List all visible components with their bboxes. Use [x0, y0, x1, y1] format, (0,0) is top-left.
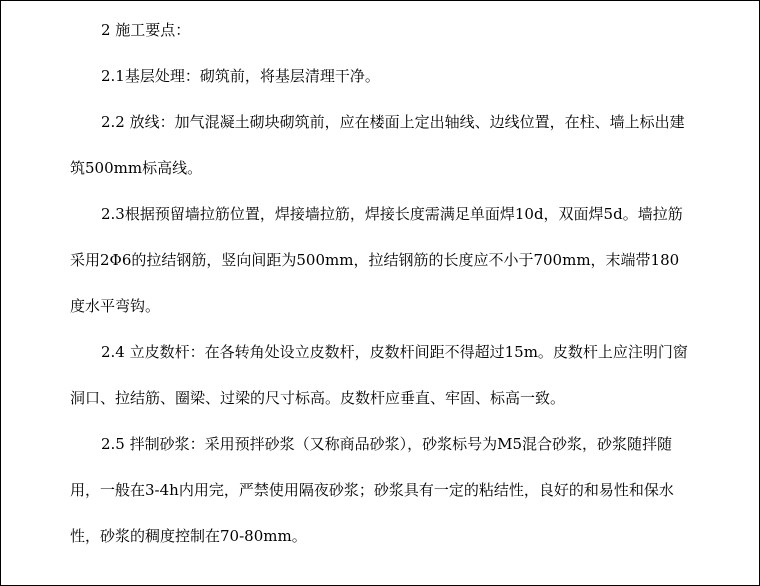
paragraph-mixing-mortar: 2.5 拌制砂浆：采用预拌砂浆（又称商品砂浆），砂浆标号为M5混合砂浆，砂浆随拌随用，一般在3-4h内用完，严禁使用隔夜砂浆；砂浆具有一定的粘结性，良好的和易性和保水性，砂浆的稠度控制在70-80mm。 [70, 435, 674, 545]
document-body [70, 7, 690, 559]
paragraph-construction-points-heading: 2 施工要点： [101, 21, 191, 39]
paragraph-base-treatment: 2.1基层处理：砌筑前，将基层清理干净。 [101, 67, 380, 85]
paragraph-story-rods: 2.4 立皮数杆：在各转角处设立皮数杆，皮数杆间距不得超过15m。皮数杆上应注明门窗洞口、拉结筋、圈梁、过梁的尺寸标高。皮数杆应垂直、牢固、标高一致。 [70, 343, 688, 407]
paragraph-tie-bars: 2.3根据预留墙拉筋位置，焊接墙拉筋，焊接长度需满足单面焊10d，双面焊5d。墙拉筋采用2Φ6的拉结钢筋，竖向间距为500mm，拉结钢筋的长度应不小于700mm，末端带180度水平弯钩。 [70, 205, 683, 315]
paragraph-layout-lines: 2.2 放线：加气混凝土砌块砌筑前，应在楼面上定出轴线、边线位置，在柱、墙上标出建筑500mm标高线。 [70, 113, 685, 177]
